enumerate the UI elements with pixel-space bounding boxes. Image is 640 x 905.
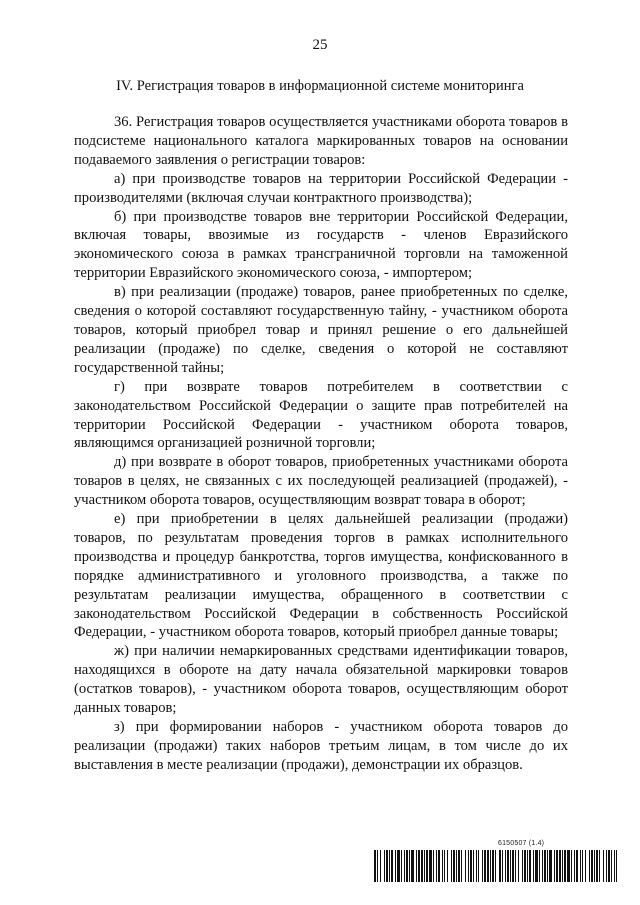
barcode-bar bbox=[426, 850, 428, 882]
barcode-bar bbox=[502, 850, 503, 882]
barcode-bar bbox=[461, 850, 462, 882]
barcode-bar bbox=[499, 850, 501, 882]
barcode-bar bbox=[421, 850, 423, 882]
barcode-bar bbox=[580, 850, 581, 882]
paragraph-36: 36. Регистрация товаров осуществляется участниками оборота товаров в подсистеме национального каталога маркированных товаров на основании подаваемого заявления о регистрации товаров: bbox=[74, 114, 568, 168]
barcode-bar bbox=[614, 850, 615, 882]
document-barcode-block bbox=[374, 840, 620, 884]
barcode-bar bbox=[442, 850, 443, 882]
barcode-bar bbox=[473, 850, 474, 882]
barcode-bar bbox=[424, 850, 425, 882]
barcode-bar bbox=[436, 850, 437, 882]
barcode-bar bbox=[386, 850, 388, 882]
barcode-bar bbox=[397, 850, 400, 882]
barcode-bar bbox=[409, 850, 410, 882]
subparagraph-a: а) при производстве товаров на территории Российской Федерации - производителями (включая случаи контрактного производства); bbox=[74, 170, 568, 206]
barcode-bar bbox=[465, 850, 466, 882]
barcode-bar bbox=[507, 850, 509, 882]
barcode-bar bbox=[594, 850, 595, 882]
barcode-bar bbox=[416, 850, 417, 882]
barcode-icon bbox=[374, 850, 620, 882]
barcode-bar bbox=[544, 850, 546, 882]
barcode-bar bbox=[596, 850, 598, 882]
barcode-bar bbox=[458, 850, 460, 882]
barcode-bar bbox=[533, 850, 534, 882]
barcode-bar bbox=[487, 850, 489, 882]
barcode-bar bbox=[444, 850, 445, 882]
barcode-bar bbox=[510, 850, 511, 882]
barcode-bar bbox=[603, 850, 604, 882]
page-number: 25 bbox=[312, 37, 328, 53]
barcode-bar bbox=[554, 850, 555, 882]
barcode-bar bbox=[374, 850, 376, 882]
barcode-bar bbox=[438, 850, 440, 882]
barcode-bar bbox=[389, 850, 390, 882]
barcode-bar bbox=[395, 850, 396, 882]
barcode-bar bbox=[576, 850, 578, 882]
barcode-bar bbox=[535, 850, 538, 882]
barcode-bar bbox=[571, 850, 572, 882]
barcode-bar bbox=[468, 850, 469, 882]
barcode-bar bbox=[611, 850, 612, 882]
barcode-bar bbox=[591, 850, 593, 882]
barcode-bar bbox=[556, 850, 558, 882]
barcode-bar bbox=[515, 850, 516, 882]
barcode-bar bbox=[539, 850, 540, 882]
barcode-bar bbox=[529, 850, 531, 882]
barcode-bar bbox=[512, 850, 514, 882]
subparagraph-v: в) при реализации (продаже) товаров, ранее приобретенных по сделке, сведения о которой составляют государственную тайну, - участником оборота товаров, который приобрел товар и принял решение о его дальнейшей реализации (продаже) по сделке, сведения о которой не составляют государственной тайны; bbox=[74, 284, 568, 376]
barcode-bar bbox=[564, 850, 566, 882]
barcode-bar bbox=[456, 850, 457, 882]
barcode-bar bbox=[476, 850, 477, 882]
barcode-bar bbox=[562, 850, 563, 882]
barcode-bar bbox=[418, 850, 420, 882]
subparagraph-zh: ж) при наличии немаркированных средствами идентификации товаров, находящихся в обороте на дату начала обязательной маркировки товаров (остатков товаров), - участником оборота товаров, осуществляющим оборот данных товаров; bbox=[74, 643, 568, 717]
barcode-bar bbox=[482, 850, 483, 882]
barcode-bar bbox=[585, 850, 586, 882]
barcode-bar bbox=[451, 850, 452, 882]
barcode-bar bbox=[384, 850, 385, 882]
barcode-bar bbox=[559, 850, 561, 882]
barcode-bar bbox=[453, 850, 455, 882]
barcode-bar bbox=[411, 850, 414, 882]
barcode-bar bbox=[606, 850, 607, 882]
barcode-bar bbox=[518, 850, 519, 882]
subparagraph-z: з) при формировании наборов - участником оборота товаров до реализации (продажи) таких наборов третьим лицам, в том числе до их выставления в месте реализации (продажи), демонстрации их образцов. bbox=[74, 719, 568, 773]
barcode-bar bbox=[484, 850, 486, 882]
barcode-bar bbox=[608, 850, 610, 882]
subparagraph-e: е) при приобретении в целях дальнейшей реализации (продажи) товаров, по результатам проведения торгов в рамках исполнительного производства и процедур банкротства, торгов имущества, конфискованного в порядке административного и уголовного производства, а также по результатам реализации имущества, обращенного в соответствии с законодательством Российской Федерации в собственность Российской Федерации, - участником оборота товаров, который приобрел данные товары; bbox=[74, 511, 568, 641]
barcode-bar bbox=[549, 850, 552, 882]
subparagraph-d: д) при возврате в оборот товаров, приобретенных участниками оборота товаров в целях, не связанных с их последующей реализацией (продажей), - участником оборота товаров, осуществляющим возврат товара в оборот; bbox=[74, 454, 568, 509]
barcode-bar bbox=[433, 850, 434, 882]
barcode-bar bbox=[429, 850, 432, 882]
barcode-bar bbox=[377, 850, 378, 882]
barcode-bar bbox=[574, 850, 575, 882]
barcode-bar bbox=[505, 850, 506, 882]
barcode-bar bbox=[380, 850, 381, 882]
barcode-bar bbox=[490, 850, 491, 882]
barcode-bar bbox=[470, 850, 472, 882]
barcode-bar bbox=[567, 850, 570, 882]
barcode-bar bbox=[495, 850, 496, 882]
barcode-bar bbox=[406, 850, 408, 882]
barcode-code: 6150507 (1.4) bbox=[498, 840, 545, 847]
barcode-bar bbox=[492, 850, 494, 882]
barcode-bar bbox=[547, 850, 548, 882]
barcode-bar bbox=[582, 850, 583, 882]
barcode-bar bbox=[599, 850, 600, 882]
barcode-bar bbox=[589, 850, 590, 882]
barcode-bar bbox=[478, 850, 479, 882]
barcode-bar bbox=[616, 850, 617, 882]
barcode-bar bbox=[401, 850, 402, 882]
subparagraph-g: г) при возврате товаров потребителем в соответствии с законодательством Российской Федерации о защите прав потребителей на территории Российской Федерации - участником оборота товаров, являющимся организацией розничной торговли; bbox=[74, 378, 568, 452]
barcode-bar bbox=[524, 850, 526, 882]
barcode-bar bbox=[542, 850, 543, 882]
section-heading: IV. Регистрация товаров в информационной системе мониторинга bbox=[116, 78, 524, 94]
document-body bbox=[74, 113, 568, 775]
subparagraph-b: б) при производстве товаров вне территории Российской Федерации, включая товары, ввозимые из государств - членов Евразийского экономического союза в рамках трансграничной торговли на таможенной территории Евразийского экономического союза, - импортером; bbox=[74, 208, 568, 282]
barcode-bar bbox=[527, 850, 528, 882]
barcode-bar bbox=[447, 850, 448, 882]
barcode-bar bbox=[404, 850, 405, 882]
barcode-bar bbox=[522, 850, 523, 882]
barcode-bar bbox=[391, 850, 393, 882]
